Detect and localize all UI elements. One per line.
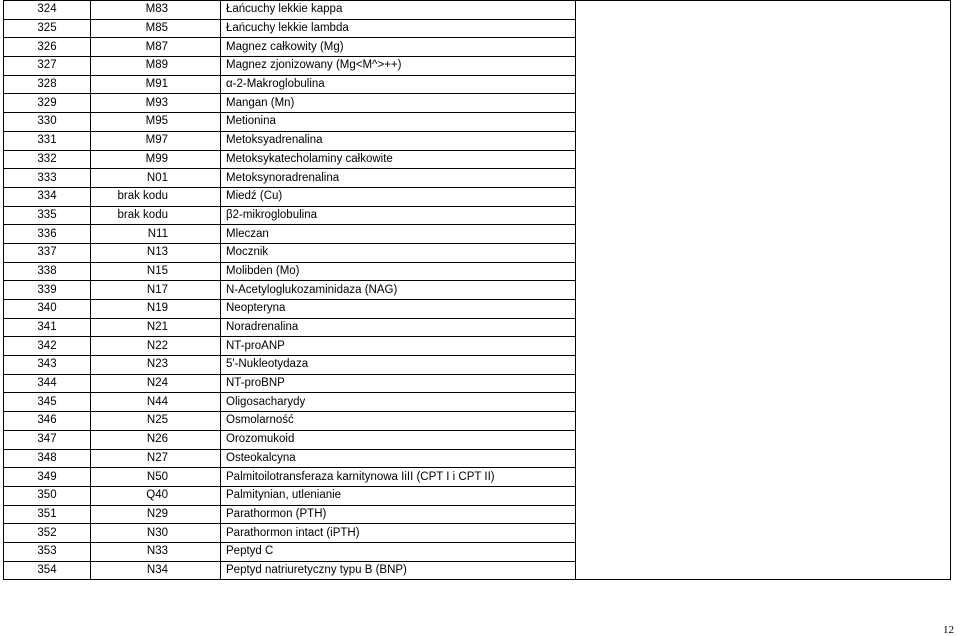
row-number-cell: 332: [4, 150, 91, 169]
test-code-cell: Q40: [91, 486, 221, 505]
test-code-cell: N26: [91, 430, 221, 449]
test-code-cell: N11: [91, 225, 221, 244]
test-code-cell: brak kodu: [91, 206, 221, 225]
row-number-cell: 344: [4, 374, 91, 393]
row-number-cell: 337: [4, 243, 91, 262]
test-code-cell: N34: [91, 561, 221, 580]
test-code-cell: brak kodu: [91, 187, 221, 206]
row-number-cell: 349: [4, 468, 91, 487]
test-name-cell: Łańcuchy lekkie lambda: [221, 19, 576, 38]
test-code-cell: N22: [91, 337, 221, 356]
test-name-cell: Łańcuchy lekkie kappa: [221, 1, 576, 20]
test-name-cell: Oligosacharydy: [221, 393, 576, 412]
row-number-cell: 336: [4, 225, 91, 244]
test-name-cell: α-2-Makroglobulina: [221, 75, 576, 94]
table-row: [4, 1, 951, 20]
test-name-cell: Osteokalcyna: [221, 449, 576, 468]
test-code-cell: N30: [91, 524, 221, 543]
row-number-cell: 328: [4, 75, 91, 94]
test-code-cell: N15: [91, 262, 221, 281]
test-code-cell: N29: [91, 505, 221, 524]
row-number-cell: 333: [4, 169, 91, 188]
test-code-cell: N25: [91, 412, 221, 431]
test-code-cell: M97: [91, 131, 221, 150]
test-code-cell: N33: [91, 542, 221, 561]
row-number-cell: 348: [4, 449, 91, 468]
test-code-cell: M95: [91, 113, 221, 132]
test-name-cell: Noradrenalina: [221, 318, 576, 337]
test-name-cell: Peptyd C: [221, 542, 576, 561]
row-number-cell: 343: [4, 356, 91, 375]
row-number-cell: 327: [4, 57, 91, 76]
row-number-cell: 335: [4, 206, 91, 225]
test-code-cell: N01: [91, 169, 221, 188]
test-name-cell: Magnez zjonizowany (Mg<M^>++): [221, 57, 576, 76]
test-code-cell: M99: [91, 150, 221, 169]
row-number-cell: 340: [4, 300, 91, 319]
row-number-cell: 347: [4, 430, 91, 449]
row-number-cell: 334: [4, 187, 91, 206]
test-code-cell: N24: [91, 374, 221, 393]
test-code-cell: N27: [91, 449, 221, 468]
row-number-cell: 341: [4, 318, 91, 337]
test-name-cell: Molibden (Mo): [221, 262, 576, 281]
test-code-cell: M85: [91, 19, 221, 38]
row-number-cell: 346: [4, 412, 91, 431]
row-number-cell: 351: [4, 505, 91, 524]
test-name-cell: β2-mikroglobulina: [221, 206, 576, 225]
empty-cell: [576, 1, 951, 580]
test-code-cell: N19: [91, 300, 221, 319]
test-name-cell: Palmitoilotransferaza karnitynowa IiII (CPT I i CPT II): [221, 468, 576, 487]
test-code-cell: M87: [91, 38, 221, 57]
test-name-cell: Metoksyadrenalina: [221, 131, 576, 150]
row-number-cell: 342: [4, 337, 91, 356]
test-code-cell: M93: [91, 94, 221, 113]
row-number-cell: 352: [4, 524, 91, 543]
test-code-cell: N44: [91, 393, 221, 412]
test-name-cell: Miedź (Cu): [221, 187, 576, 206]
test-name-cell: 5'-Nukleotydaza: [221, 356, 576, 375]
row-number-cell: 350: [4, 486, 91, 505]
test-name-cell: Parathormon (PTH): [221, 505, 576, 524]
test-code-cell: N21: [91, 318, 221, 337]
row-number-cell: 326: [4, 38, 91, 57]
test-name-cell: Metoksynoradrenalina: [221, 169, 576, 188]
test-code-cell: M89: [91, 57, 221, 76]
test-name-cell: Neopteryna: [221, 300, 576, 319]
test-code-cell: M91: [91, 75, 221, 94]
test-name-cell: Mleczan: [221, 225, 576, 244]
test-code-cell: N23: [91, 356, 221, 375]
test-code-cell: M83: [91, 1, 221, 20]
row-number-cell: 339: [4, 281, 91, 300]
table-body: [4, 1, 951, 580]
test-name-cell: Parathormon intact (iPTH): [221, 524, 576, 543]
row-number-cell: 338: [4, 262, 91, 281]
row-number-cell: 325: [4, 19, 91, 38]
test-name-cell: Orozomukoid: [221, 430, 576, 449]
test-name-cell: Palmitynian, utlenianie: [221, 486, 576, 505]
row-number-cell: 331: [4, 131, 91, 150]
row-number-cell: 324: [4, 1, 91, 20]
test-name-cell: NT-proBNP: [221, 374, 576, 393]
row-number-cell: 345: [4, 393, 91, 412]
test-code-cell: N17: [91, 281, 221, 300]
row-number-cell: 330: [4, 113, 91, 132]
test-code-cell: N50: [91, 468, 221, 487]
test-name-cell: Magnez całkowity (Mg): [221, 38, 576, 57]
row-number-cell: 354: [4, 561, 91, 580]
test-name-cell: Mocznik: [221, 243, 576, 262]
lab-tests-table: [3, 0, 951, 580]
row-number-cell: 329: [4, 94, 91, 113]
test-name-cell: NT-proANP: [221, 337, 576, 356]
test-name-cell: Peptyd natriuretyczny typu B (BNP): [221, 561, 576, 580]
row-number-cell: 353: [4, 542, 91, 561]
test-name-cell: Mangan (Mn): [221, 94, 576, 113]
test-name-cell: N-Acetyloglukozaminidaza (NAG): [221, 281, 576, 300]
test-name-cell: Metionina: [221, 113, 576, 132]
test-name-cell: Osmolarność: [221, 412, 576, 431]
test-name-cell: Metoksykatecholaminy całkowite: [221, 150, 576, 169]
test-code-cell: N13: [91, 243, 221, 262]
page-number: 12: [943, 624, 954, 636]
